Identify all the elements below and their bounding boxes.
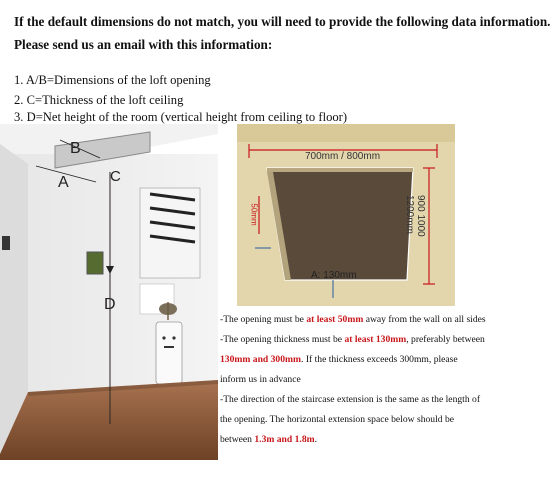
note-range: between 1.3m and 1.8m. [220, 434, 318, 445]
label-c: C [110, 168, 121, 185]
note-thickness-range: 130mm and 300mm. If the thickness exceeds 300mm, please [220, 354, 458, 365]
requirement-c: 2. C=Thickness of the loft ceiling [14, 93, 184, 107]
wall-picture-left [2, 236, 10, 250]
note-inform: inform us in advance [220, 374, 301, 385]
intro-line-2: Please send us an email with this information: [14, 37, 273, 52]
note-horizontal: the opening. The horizontal extension space below should be [220, 414, 455, 425]
opening-diagram [237, 124, 455, 306]
side-label: 50mm [249, 203, 259, 226]
note-opening-distance: -The opening must be at least 50mm away from the wall on all sides [220, 314, 486, 325]
room-photo [0, 124, 218, 460]
note-thickness: -The opening thickness must be at least 130mm, preferably between [220, 334, 485, 345]
label-a: A [58, 174, 69, 191]
intro-line-1: If the default dimensions do not match, you will need to provide the following data information. [14, 14, 550, 29]
width-label: 700mm / 800mm [305, 151, 381, 162]
wall-picture [87, 252, 103, 274]
note-direction: -The direction of the staircase extension is the same as the length of [220, 394, 481, 405]
requirement-ab: 1. A/B=Dimensions of the loft opening [14, 73, 211, 87]
thickness-label: A: 130mm [311, 270, 357, 281]
label-b: B [70, 140, 81, 157]
requirement-d: 3. D=Net height of the room (vertical height from ceiling to floor) [14, 110, 348, 124]
notes [220, 310, 486, 450]
opening-hole [267, 168, 413, 280]
cabinet [156, 322, 182, 384]
depth-label: 900 1000 1200mm [404, 195, 426, 237]
label-d: D [104, 296, 116, 313]
